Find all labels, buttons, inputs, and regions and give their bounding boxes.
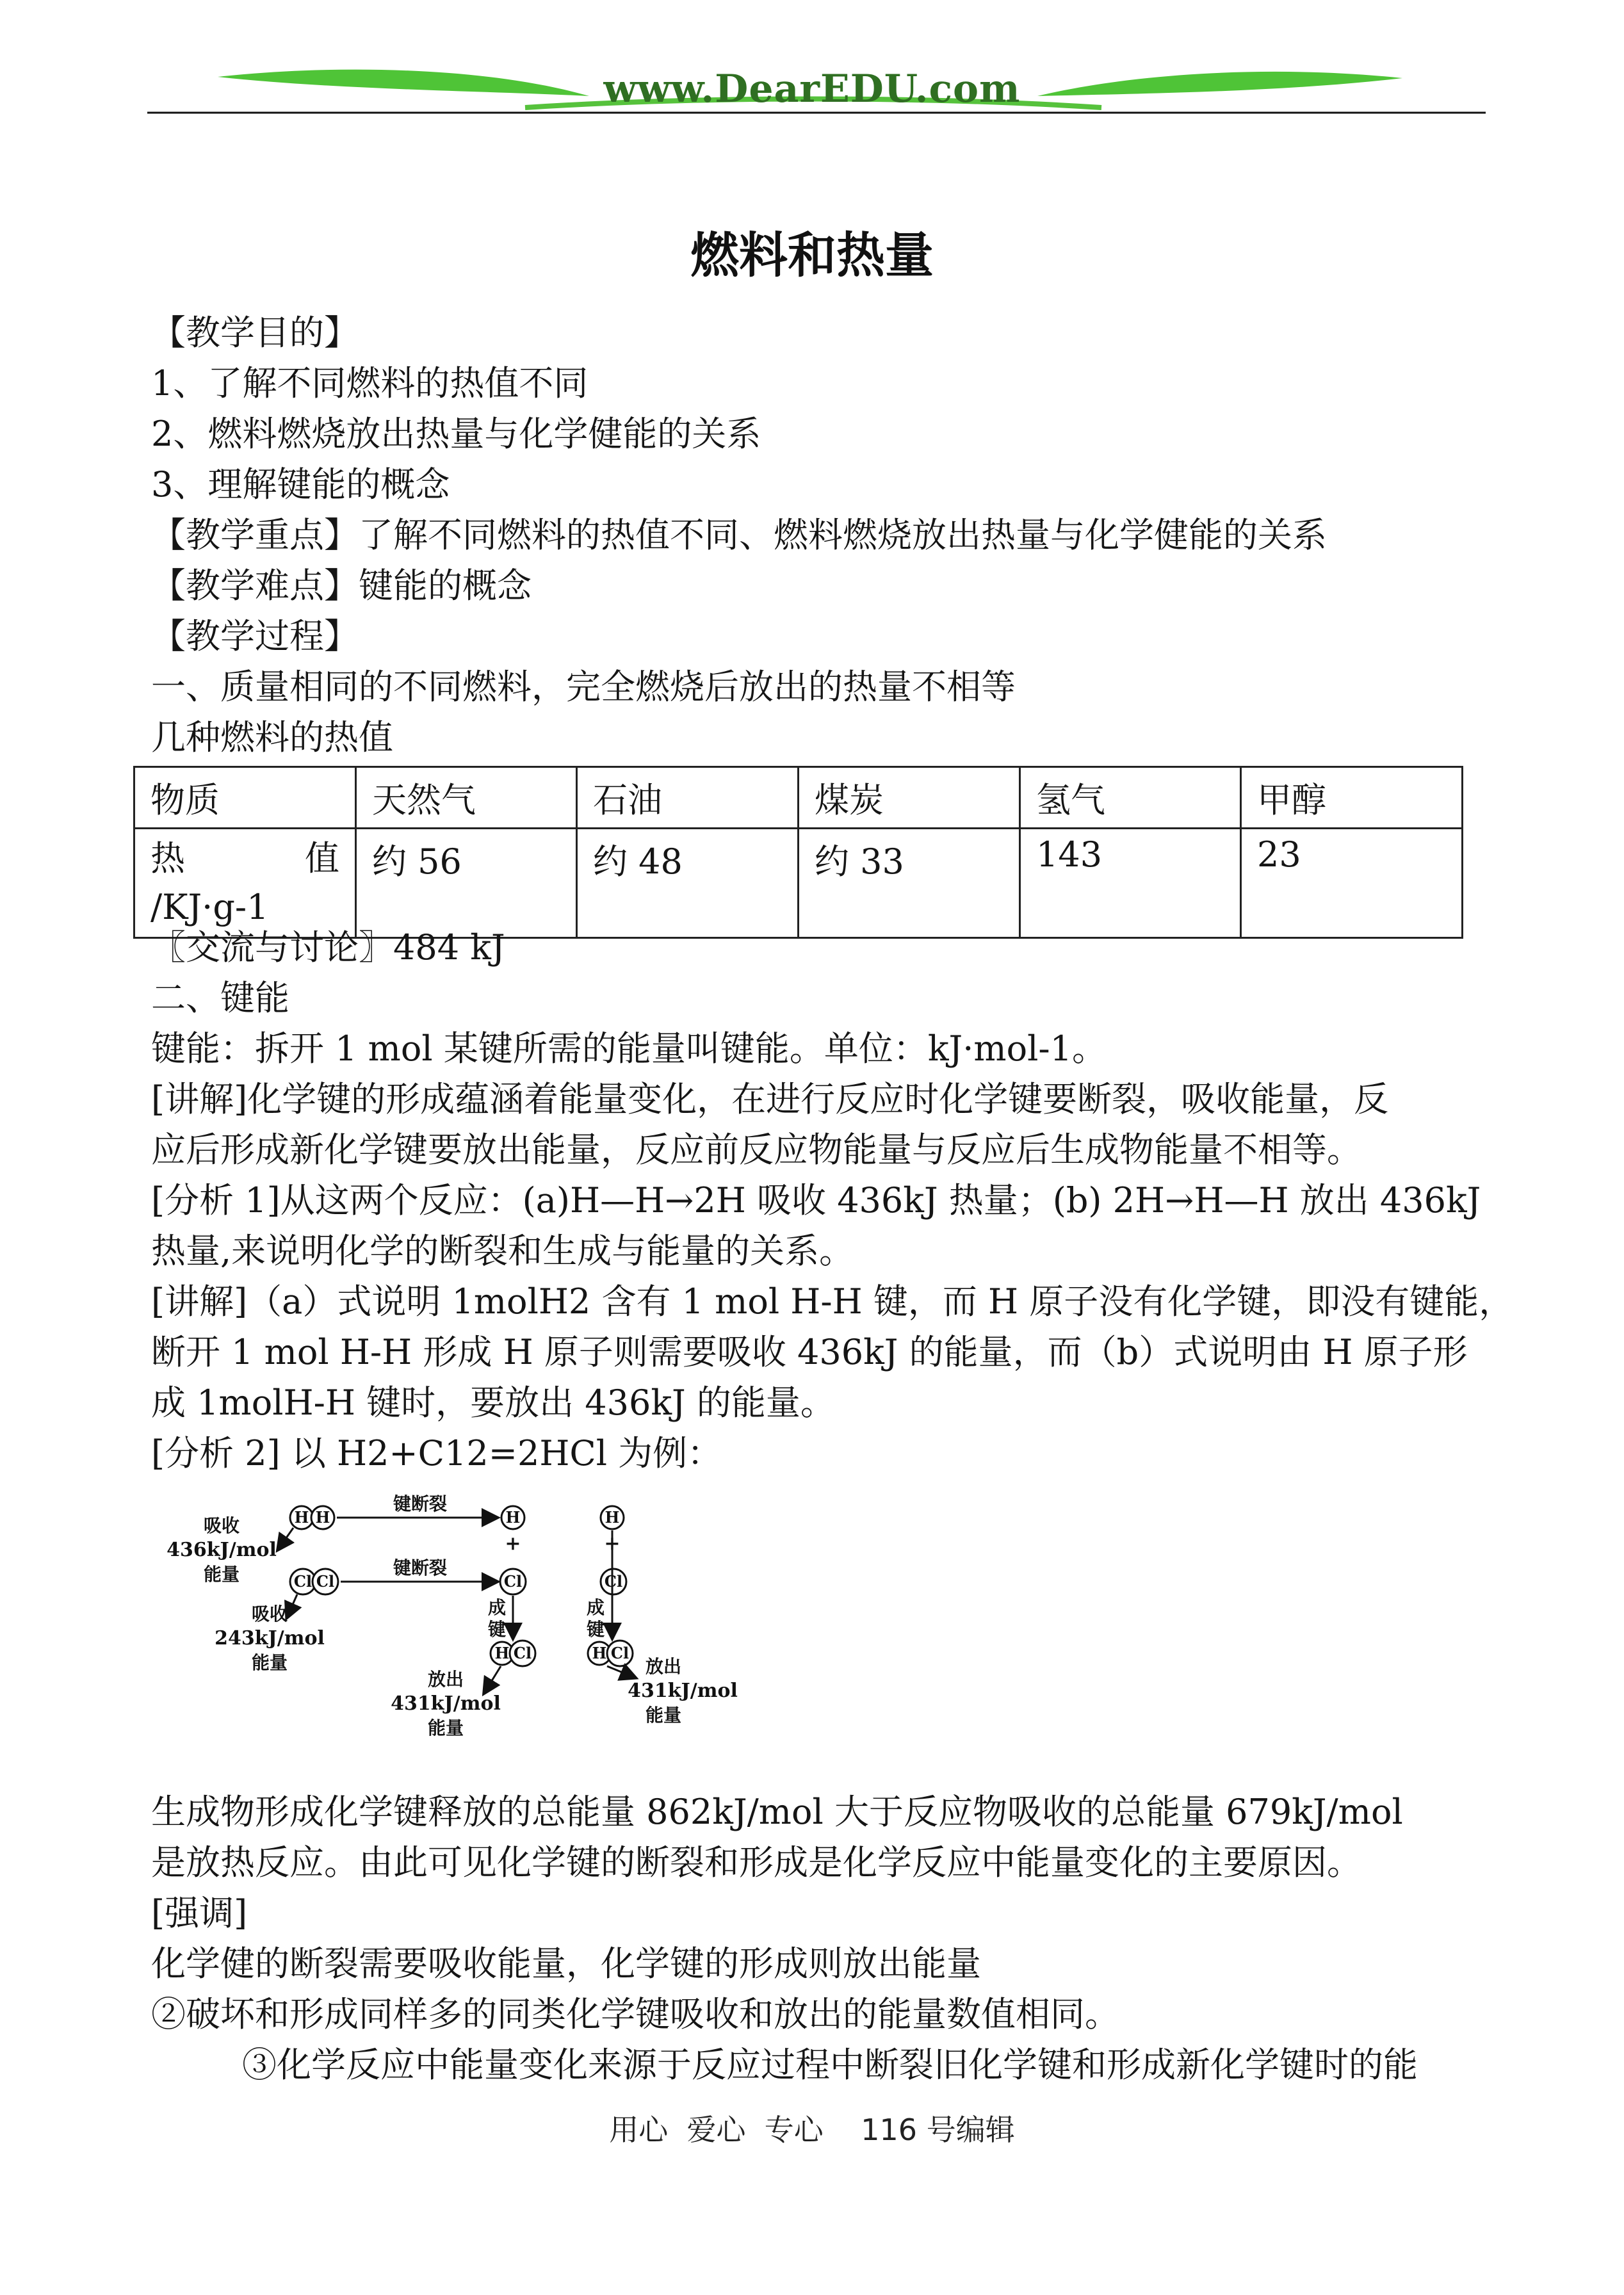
text-line: 应后形成新化学键要放出能量，反应前反应物能量与反应后生成物能量不相等。 [151, 1130, 1361, 1170]
table-cell: 约 33 [799, 829, 1020, 938]
text-line: 【教学目的】 [151, 312, 359, 353]
table-header-cell: 氢气 [1020, 767, 1241, 829]
text-line: 是放热反应。由此可见化学键的断裂和形成是化学反应中能量变化的主要原因。 [151, 1842, 1361, 1883]
text-line: 几种燃料的热值 [151, 717, 393, 758]
form-bond-label: 成 [586, 1597, 605, 1618]
text-line: 1、了解不同燃料的热值不同 [151, 363, 589, 403]
text-line: 键能：拆开 1 mol 某键所需的能量叫键能。单位：kJ·mol-1。 [151, 1028, 1107, 1069]
fuel-heat-table [133, 766, 1463, 939]
text-line: 化学健的断裂需要吸收能量，化学键的形成则放出能量 [151, 1943, 981, 1984]
row-label-unit: /KJ·g-1 [150, 887, 269, 927]
text-line: 断开 1 mol H-H 形成 H 原子则需要吸收 436kJ 的能量，而（b）式说明由 H 原子形 [151, 1332, 1468, 1372]
row-label-part: 热 [150, 838, 185, 879]
plus-sign: + [505, 1532, 521, 1555]
form-bond-label: 键 [586, 1619, 605, 1640]
text-line: 〖交流与讨论〗484 kJ [151, 927, 505, 968]
atom-label: H [605, 1508, 620, 1527]
atom-label: Cl [513, 1644, 532, 1662]
text-line: ②破坏和形成同样多的同类化学键吸收和放出的能量数值相同。 [151, 1994, 1119, 2034]
table-row [134, 829, 1463, 938]
text-line: 热量,来说明化学的断裂和生成与能量的关系。 [151, 1231, 854, 1271]
atom-label: H [494, 1644, 510, 1662]
atom-label: H [592, 1644, 607, 1662]
row-label-part: 值 [305, 838, 339, 879]
text-line: [讲解]化学键的形成蕴涵着能量变化，在进行反应时化学键要断裂，吸收能量，反 [151, 1079, 1389, 1119]
table-cell: 约 48 [577, 829, 799, 938]
bond-break-label: 键断裂 [393, 1557, 448, 1578]
text-line: [强调] [151, 1893, 248, 1933]
table-cell: 143 [1020, 829, 1241, 938]
energy-value: 436kJ/mol [166, 1539, 277, 1561]
text-line: 2、燃料燃烧放出热量与化学健能的关系 [151, 414, 761, 454]
text-line: 【教学难点】键能的概念 [151, 565, 532, 606]
table-header-cell: 石油 [577, 767, 799, 829]
atom-label: H [315, 1508, 330, 1527]
absorb-label: 吸收 [251, 1603, 288, 1625]
atom-label: H [505, 1508, 521, 1527]
energy-label: 能量 [427, 1717, 464, 1739]
atom-label: H [294, 1508, 309, 1527]
site-header [0, 0, 1624, 122]
text-line: 【教学过程】 [151, 616, 359, 656]
plus-sign: + [604, 1532, 621, 1555]
release-label: 放出 [645, 1656, 682, 1677]
page-footer: 用心 爱心 专心 116 号编辑 [609, 2113, 1015, 2147]
table-cell: 23 [1241, 829, 1463, 938]
form-bond-label: 成 [487, 1597, 507, 1618]
text-line: 成 1molH-H 键时，要放出 436kJ 的能量。 [151, 1383, 835, 1423]
table-header-row [134, 767, 1463, 829]
energy-value: 243kJ/mol [215, 1627, 325, 1650]
atom-label: Cl [604, 1572, 623, 1591]
atom-label: Cl [316, 1572, 335, 1591]
text-line: 一、质量相同的不同燃料，完全燃烧后放出的热量不相等 [151, 667, 1016, 707]
atom-label: Cl [293, 1572, 313, 1591]
text-line: 【教学重点】了解不同燃料的热值不同、燃料燃烧放出热量与化学健能的关系 [151, 515, 1327, 555]
text-line: [讲解]（a）式说明 1molH2 含有 1 mol H-H 键，而 H 原子没有化学键，即没有键能， [151, 1281, 1514, 1322]
table-header-cell: 物质 [134, 767, 356, 829]
absorb-label: 吸收 [203, 1515, 240, 1536]
table-header-cell: 甲醇 [1241, 767, 1463, 829]
atom-label: Cl [503, 1572, 523, 1591]
page-title: 燃料和热量 [690, 227, 934, 284]
energy-label: 能量 [251, 1652, 288, 1673]
table-header-cell: 煤炭 [799, 767, 1020, 829]
energy-value: 431kJ/mol [391, 1692, 501, 1715]
text-line: 生成物形成化学键释放的总能量 862kJ/mol 大于反应物吸收的总能量 679kJ/mol [151, 1792, 1403, 1832]
text-line: [分析 1]从这两个反应：(a)H—H→2H 吸收 436kJ 热量；(b) 2H→H—H 放出 436kJ [151, 1180, 1481, 1220]
table-header-cell: 天然气 [356, 767, 577, 829]
text-line: ③化学反应中能量变化来源于反应过程中断裂旧化学键和形成新化学键时的能 [242, 2045, 1418, 2085]
bond-energy-diagram [151, 1492, 830, 1761]
form-bond-label: 键 [487, 1619, 507, 1640]
text-line: [分析 2] 以 H2+C12=2HCl 为例： [151, 1433, 722, 1473]
energy-value: 431kJ/mol [628, 1680, 738, 1702]
bond-break-label: 键断裂 [393, 1493, 448, 1514]
energy-label: 能量 [203, 1564, 240, 1585]
table-cell: 约 56 [356, 829, 577, 938]
table-row-label [134, 829, 356, 938]
logo-text[interactable]: www.DearEDU.com [603, 67, 1021, 111]
text-line: 二、键能 [151, 978, 289, 1018]
text-line: 3、理解键能的概念 [151, 464, 450, 505]
energy-label: 能量 [645, 1705, 682, 1726]
release-label: 放出 [427, 1669, 464, 1690]
atom-label: Cl [610, 1644, 629, 1662]
